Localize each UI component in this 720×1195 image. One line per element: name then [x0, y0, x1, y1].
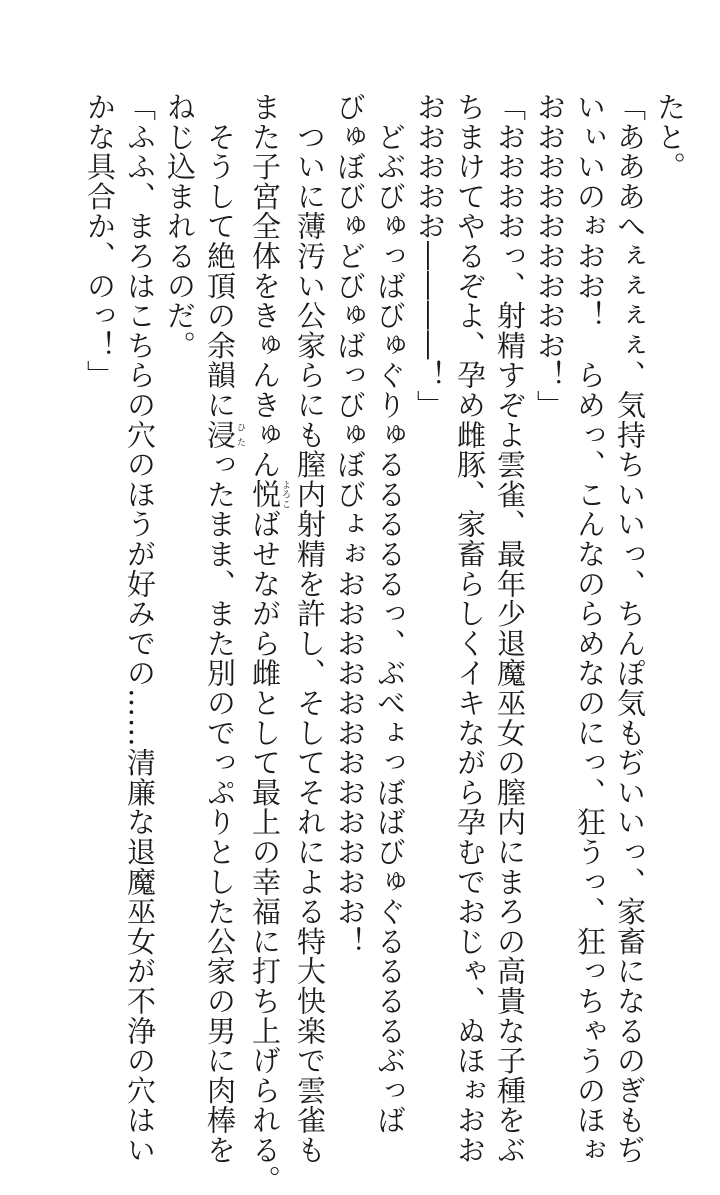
text-line-11-head: また子宮全体をきゅんきゅん	[248, 92, 282, 480]
text-line-9: びゅぼびゅどびゅばっびゅぼびょぉおおおおおおおおおおおお！	[333, 92, 367, 957]
ruby-yorokobi-base: 悦	[248, 479, 282, 510]
text-line-1: たと。	[653, 92, 687, 182]
ruby-yorokobi-reading: よろこ	[280, 479, 290, 510]
text-line-15: かな具合か、のっ！」	[83, 92, 117, 390]
ruby-yorokobi	[248, 479, 290, 510]
text-line-7: おおおおお――――！」	[413, 92, 447, 420]
ruby-hita	[203, 419, 245, 450]
ruby-hita-reading: ひた	[235, 419, 245, 450]
ruby-hita-base: 浸	[203, 419, 237, 450]
text-line-2: 「あああへぇぇぇぇ、気持ちいいっ、ちんぽ気もぢいいっ、家畜になるのぎもぢ	[613, 92, 647, 1165]
text-line-5: 「おおおおっ、射精すぞよ雲雀、最年少退魔巫女の膣内にまろの高貴な子種をぶ	[493, 92, 527, 1165]
text-line-8: どぶびゅっばびゅぐりゅるるるるるっ、ぶべょっぼばびゅぐるるるるぶっば	[373, 92, 407, 1135]
text-line-12	[200, 92, 245, 1165]
text-line-13: ねじ込まれるのだ。	[163, 92, 197, 361]
text-line-4: おおおおおおおおお！」	[533, 92, 567, 420]
text-line-12-head: そうして絶頂の余韻に	[203, 92, 237, 420]
text-line-6: ちまけてやるぞよ、孕め雌豚、家畜らしくイキながら孕むでおじゃ、ぬほぉおお	[453, 92, 487, 1165]
text-line-12-tail: ったまま、また別のでっぷりとした公家の男に肉棒を	[203, 449, 237, 1165]
text-line-11-tail: ばせながら雌として最上の幸福に打ち上げられる。	[248, 509, 282, 1195]
text-line-14: 「ふふ、まろはこちらの穴のほうが好みでの……清廉な退魔巫女が不浄の穴はい	[123, 92, 157, 1165]
text-line-10: ついに薄汚い公家らにも膣内射精を許し、そしてそれによる特大快楽で雲雀も	[293, 92, 327, 1165]
vertical-text-body	[30, 92, 690, 1195]
text-line-11	[245, 92, 290, 1195]
text-line-3: いぃいのぉおお！ らめっ、こんなのらめなのにっ、狂うっ、狂っちゃうのほぉ	[573, 92, 607, 1165]
